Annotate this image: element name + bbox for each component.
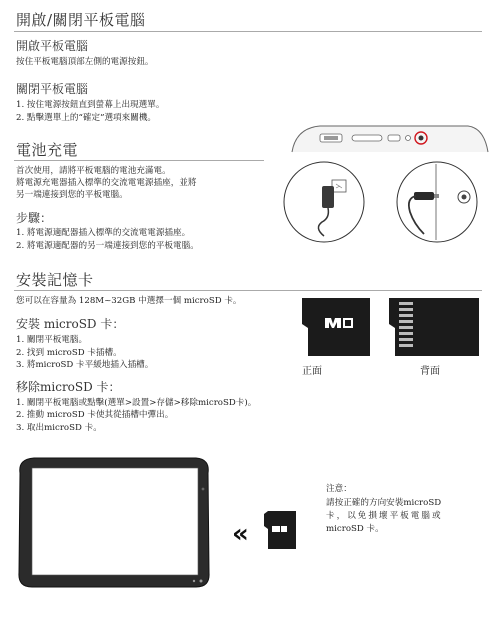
card-back-label: 背面: [420, 366, 440, 377]
charger-tablet-illustration: [384, 158, 490, 244]
section-divider: [14, 31, 482, 32]
power-off-step-1: 1. 按住電源按鈕直到螢幕上出現選單。: [16, 100, 165, 110]
power-off-step-2: 2. 點擊選單上的“確定”選項來關機。: [16, 113, 157, 123]
install-step-2: 2. 找到 microSD 卡插槽。: [16, 348, 122, 358]
port-icon: [388, 135, 400, 141]
card-front-label: 正面: [302, 366, 322, 377]
power-button-icon: [419, 136, 424, 141]
charger-outlet-illustration: [270, 158, 378, 244]
microsd-card-back-image: [387, 296, 481, 358]
charging-intro-line-2: 將電源充電器插入標準的交流電電源插座，並將: [16, 178, 197, 188]
dc-plug-icon: [414, 192, 434, 200]
install-heading: 安裝 microSD 卡：: [16, 317, 125, 331]
remove-step-1: 1. 關閉平板電腦或點擊(選單>設置>存儲>移除microSD卡)。: [16, 398, 257, 408]
tablet-front-illustration: [14, 455, 214, 590]
install-step-1: 1. 關閉平板電腦。: [16, 335, 88, 345]
note-line-1: 請按正確的方向安裝microSD: [326, 498, 442, 508]
button-icon: [352, 135, 382, 141]
section-divider: [14, 160, 264, 161]
microsd-card-insert-image: [262, 509, 298, 551]
power-on-heading: 開啟平板電腦: [16, 39, 89, 53]
power-section-title: 開啟/關閉平板電腦: [16, 11, 146, 29]
power-off-heading: 關閉平板電腦: [16, 82, 89, 96]
note-line-2: 卡，以免損壞平板電腦或: [326, 511, 443, 521]
charging-steps-heading: 步驟：: [16, 211, 53, 225]
install-step-3: 3. 將microSD 卡平緩地插入插槽。: [16, 360, 154, 370]
remove-step-2: 2. 推動 microSD 卡使其從插槽中彈出。: [16, 410, 174, 420]
note-line-3: microSD 卡。: [326, 524, 384, 534]
tablet-screen: [32, 468, 198, 575]
remove-step-3: 3. 取出microSD 卡。: [16, 423, 102, 433]
section-divider: [14, 290, 482, 291]
memory-section-title: 安裝記憶卡: [16, 271, 94, 289]
remove-heading: 移除microSD 卡：: [16, 380, 121, 394]
insert-direction-arrow-icon: «: [232, 519, 249, 549]
charging-step-1: 1. 將電源適配器插入標準的交流電電源插座。: [16, 228, 191, 238]
charging-intro-line-3: 另一端連接到您的平板電腦。: [16, 190, 128, 200]
tablet-top-edge-illustration: [290, 118, 490, 158]
port-icon: [406, 136, 411, 141]
power-on-text: 按住平板電腦頂部左側的電源按鈕。: [16, 57, 154, 67]
microsd-card-front-image: [300, 296, 372, 358]
charging-intro-line-1: 首次使用，請將平板電腦的電池充滿電。: [16, 166, 171, 176]
charging-section-title: 電池充電: [16, 141, 79, 159]
adapter-plug-icon: [322, 186, 334, 208]
charging-step-2: 2. 將電源適配器的另一端連接到您的平板電腦。: [16, 241, 199, 251]
note-heading: 注意：: [326, 484, 352, 494]
memory-intro: 您可以在容量為 128M~32GB 中選擇一個 microSD 卡。: [16, 296, 242, 306]
